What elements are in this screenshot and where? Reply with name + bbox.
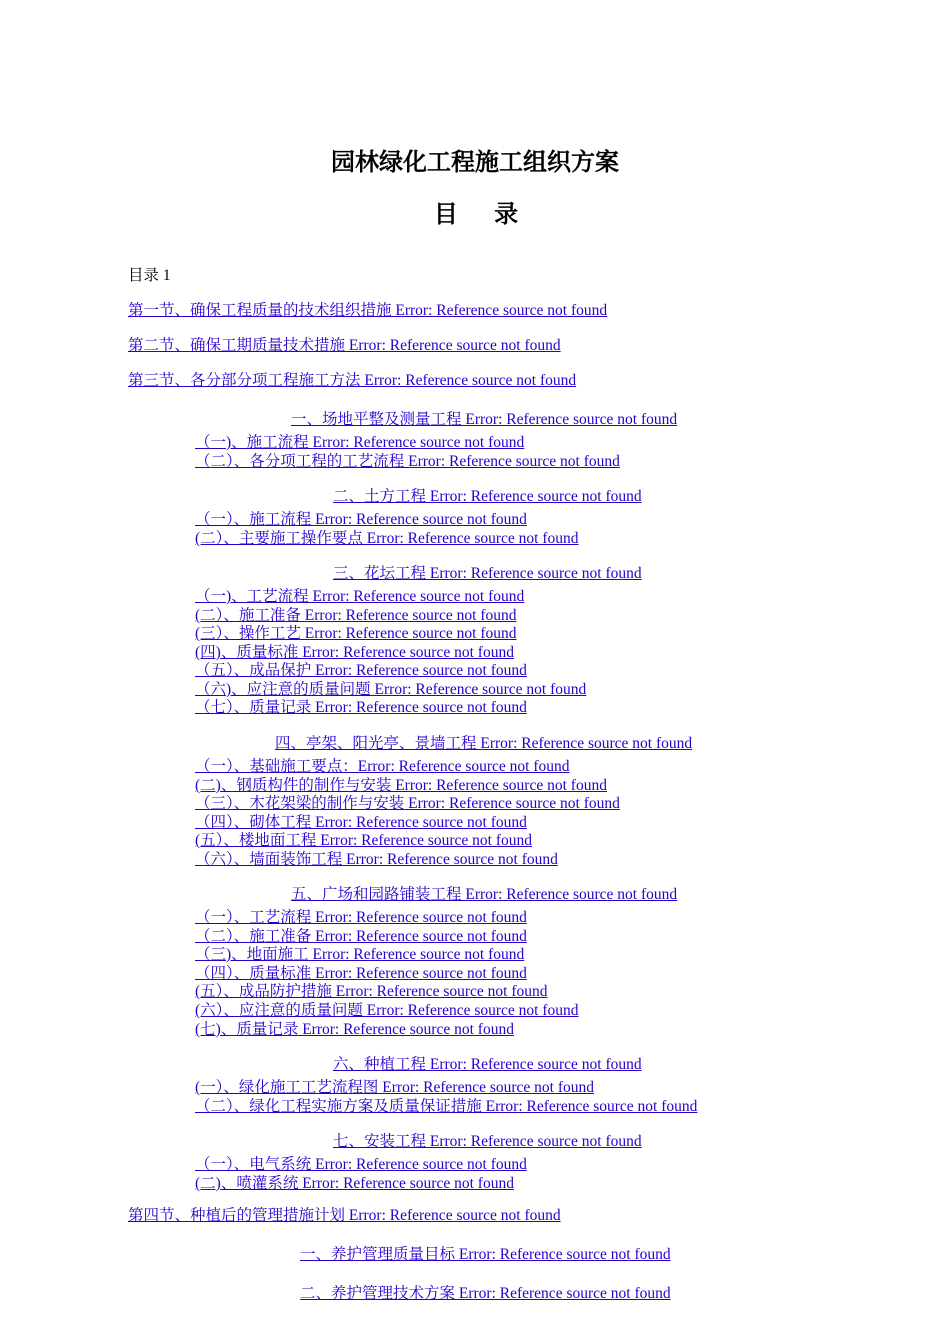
toc-heading: 目 录 [433, 200, 533, 228]
toc-link[interactable]: （一）、施工流程 Error: Reference source not found [195, 511, 527, 528]
toc-link[interactable]: 四、亭架、阳光亭、景墙工程 Error: Reference source not found [275, 735, 693, 752]
toc-link[interactable]: (二）、施工准备 Error: Reference source not found [195, 607, 517, 624]
toc-link[interactable]: 二、养护管理技术方案 Error: Reference source not found [300, 1285, 671, 1302]
toc-link[interactable]: （二）、施工准备 Error: Reference source not found [195, 928, 527, 945]
toc-link[interactable]: （一）、电气系统 Error: Reference source not found [195, 1156, 527, 1173]
toc-link[interactable]: （一)、工艺流程 Error: Reference source not found [195, 588, 525, 605]
toc-link[interactable]: （六）、墙面装饰工程 Error: Reference source not found [195, 851, 558, 868]
toc-link[interactable]: 第二节、确保工期质量技术措施 Error: Reference source not found [128, 337, 561, 354]
toc-link[interactable]: (二）、主要施工操作要点 Error: Reference source not found [195, 530, 579, 547]
toc-link[interactable]: (二)、钢质构件的制作与安装 Error: Reference source not found [195, 777, 607, 794]
toc-link[interactable]: （三)、地面施工 Error: Reference source not found [195, 946, 525, 963]
toc-link[interactable]: （一）、工艺流程 Error: Reference source not found [195, 909, 527, 926]
toc-link[interactable]: （一)、施工流程 Error: Reference source not found [195, 434, 525, 451]
toc-link[interactable]: (五）、楼地面工程 Error: Reference source not found [195, 832, 533, 849]
toc-link[interactable]: (二)、喷灌系统 Error: Reference source not found [195, 1175, 514, 1192]
toc-entry-contents: 目录 1 [128, 267, 171, 284]
toc-link[interactable]: （四）、质量标准 Error: Reference source not found [195, 965, 527, 982]
toc-link[interactable]: （四）、砌体工程 Error: Reference source not found [195, 814, 527, 831]
toc-link[interactable]: (一）、绿化施工工艺流程图 Error: Reference source not found [195, 1079, 595, 1096]
toc-link[interactable]: (五）、成品防护措施 Error: Reference source not found [195, 983, 548, 1000]
toc-link[interactable]: （二）、绿化工程实施方案及质量保证措施 Error: Reference source not found [195, 1098, 698, 1115]
toc-link[interactable]: 第四节、种植后的管理措施计划 Error: Reference source not found [128, 1207, 561, 1224]
toc-link[interactable]: （二）、各分项工程的工艺流程 Error: Reference source not found [195, 453, 620, 470]
toc-link[interactable]: 第三节、各分部分项工程施工方法 Error: Reference source not found [128, 372, 577, 389]
toc-link[interactable]: 二、土方工程 Error: Reference source not found [333, 488, 642, 505]
toc-link[interactable]: 第一节、确保工程质量的技术组织措施 Error: Reference source not found [128, 302, 608, 319]
toc-link[interactable]: 一、场地平整及测量工程 Error: Reference source not found [291, 411, 678, 428]
toc-link[interactable]: （五）、成品保护 Error: Reference source not found [195, 662, 527, 679]
toc-link[interactable]: （七）、质量记录 Error: Reference source not found [195, 699, 527, 716]
toc-link[interactable]: （六)、应注意的质量问题 Error: Reference source not found [195, 681, 587, 698]
toc-link[interactable]: (四)、质量标准 Error: Reference source not found [195, 644, 514, 661]
toc-link[interactable]: （一）、基础施工要点：Error: Reference source not found [195, 758, 570, 775]
toc-link[interactable]: （三）、木花架梁的制作与安装 Error: Reference source not found [195, 795, 620, 812]
toc-link[interactable]: (七)、质量记录 Error: Reference source not found [195, 1021, 514, 1038]
toc-link[interactable]: 一、养护管理质量目标 Error: Reference source not found [300, 1246, 671, 1263]
toc-link[interactable]: 三、花坛工程 Error: Reference source not found [333, 565, 642, 582]
toc-link[interactable]: (六）、应注意的质量问题 Error: Reference source not found [195, 1002, 579, 1019]
toc-link[interactable]: 五、广场和园路铺装工程 Error: Reference source not found [291, 886, 678, 903]
toc-link[interactable]: 七、安装工程 Error: Reference source not found [333, 1133, 642, 1150]
toc-link[interactable]: 六、种植工程 Error: Reference source not found [333, 1056, 642, 1073]
toc-link[interactable]: (三）、操作工艺 Error: Reference source not found [195, 625, 517, 642]
document-title: 园林绿化工程施工组织方案 [331, 148, 619, 176]
